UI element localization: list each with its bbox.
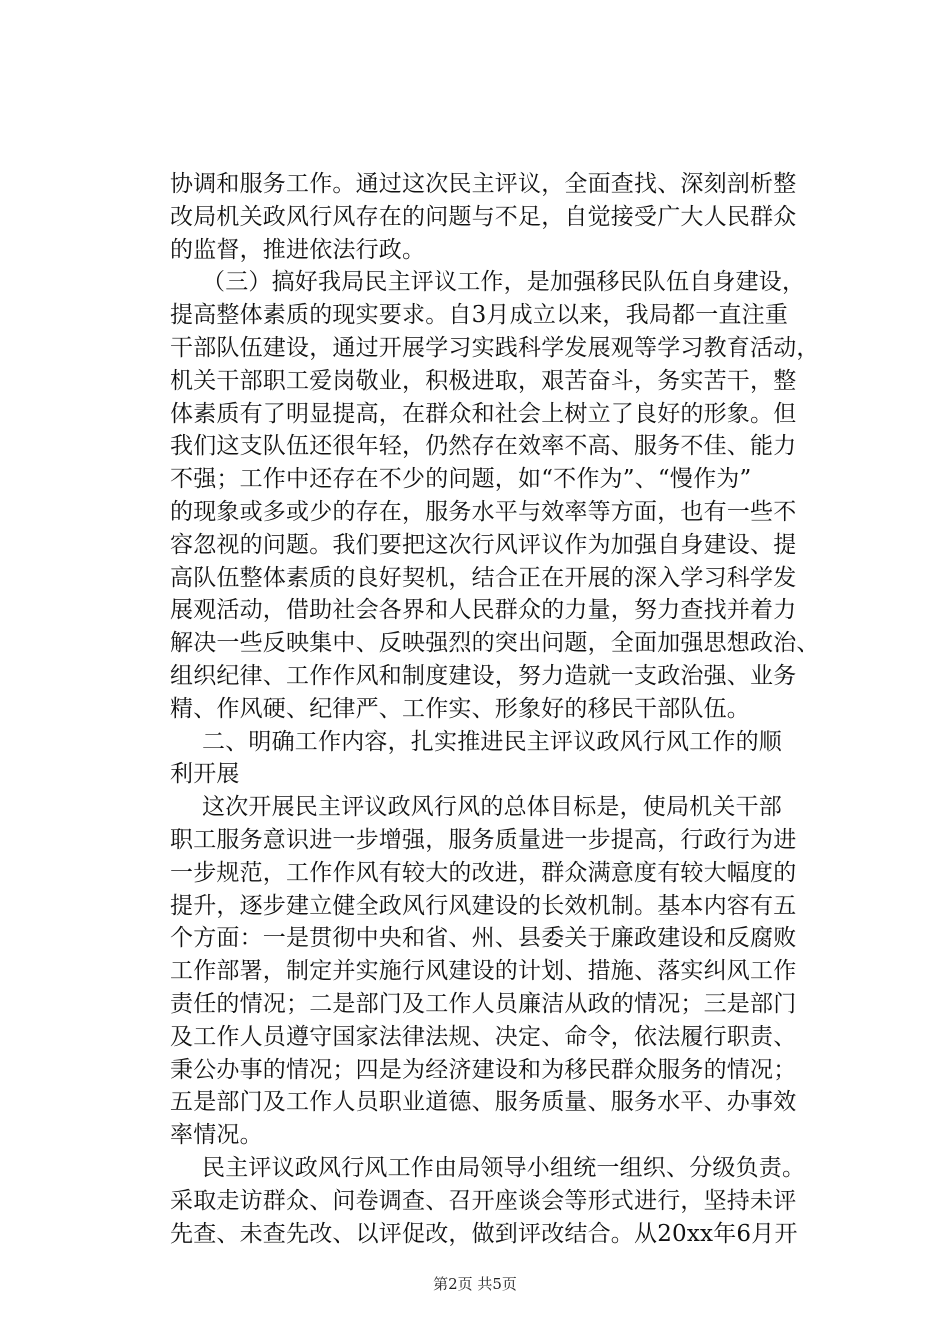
text-line: 五是部门及工作人员职业道德、服务质量、服务水平、办事效: [170, 1089, 797, 1116]
text-line: 先查、未查先改、以评促改，做到评改结合。从20xx年6月开: [170, 1220, 798, 1247]
text-line: 解决一些反映集中、反映强烈的突出问题，全面加强思想政治、: [170, 630, 820, 657]
text-line: 这次开展民主评议政风行风的总体目标是，使局机关干部: [202, 794, 782, 821]
text-line: 一步规范，工作作风有较大的改进，群众满意度有较大幅度的: [170, 859, 797, 886]
text-line: 工作部署，制定并实施行风建设的计划、措施、落实纠风工作: [170, 958, 797, 985]
page-number-label: 第2页 共5页: [433, 1275, 517, 1293]
text-line: 体素质有了明显提高，在群众和社会上树立了良好的形象。但: [170, 400, 797, 427]
text-line: 率情况。: [170, 1122, 263, 1149]
text-line: 及工作人员遵守国家法律法规、决定、命令，依法履行职责、: [170, 1023, 797, 1050]
text-line: 秉公办事的情况；四是为经济建设和为移民群众服务的情况；: [170, 1056, 797, 1083]
text-line: 协调和服务工作。通过这次民主评议，全面查找、深刻剖析整: [170, 171, 797, 197]
page-footer: [0, 1273, 950, 1294]
document-body: [170, 168, 858, 1250]
text-line: 容忽视的问题。我们要把这次行风评议作为加强自身建设、提: [170, 531, 797, 558]
text-line: 精、作风硬、纪律严、工作实、形象好的移民干部队伍。: [170, 695, 750, 722]
text-line: 责任的情况；二是部门及工作人员廉洁从政的情况；三是部门: [170, 990, 797, 1017]
text-line: 干部队伍建设，通过开展学习实践科学发展观等学习教育活动，: [170, 334, 820, 361]
text-line: 提高整体素质的现实要求。自3月成立以来，我局都一直注重: [170, 302, 789, 329]
text-line: 的监督，推进依法行政。: [170, 236, 426, 263]
text-line: 的现象或多或少的存在，服务水平与效率等方面，也有一些不: [170, 498, 797, 525]
section-heading-continued: 利开展: [170, 761, 240, 788]
text-line: 机关干部职工爱岗敬业，积极进取，艰苦奋斗，务实苦干，整: [170, 367, 797, 394]
text-line: 我们这支队伍还很年轻，仍然存在效率不高、服务不佳、能力: [170, 433, 797, 460]
text-line: 采取走访群众、问卷调查、召开座谈会等形式进行，坚持未评: [170, 1187, 797, 1214]
text-line: 组织纪律、工作作风和制度建设，努力造就一支政治强、业务: [170, 662, 797, 689]
text-line: 民主评议政风行风工作由局领导小组统一组织、分级负责。: [202, 1154, 806, 1181]
text-line: 不强；工作中还存在不少的问题，如“不作为”、“慢作为”: [170, 466, 752, 493]
text-line: 展观活动，借助社会各界和人民群众的力量，努力查找并着力: [170, 597, 797, 624]
text-line: 职工服务意识进一步增强，服务质量进一步提高，行政行为进: [170, 826, 797, 853]
text-line: 个方面：一是贯彻中央和省、州、县委关于廉政建设和反腐败: [170, 925, 797, 952]
text-line: （三）搞好我局民主评议工作，是加强移民队伍自身建设，: [202, 269, 806, 296]
text-line: 改局机关政风行风存在的问题与不足，自觉接受广大人民群众: [170, 203, 797, 230]
text-line: 高队伍整体素质的良好契机，结合正在开展的深入学习科学发: [170, 564, 797, 591]
section-heading: 二、明确工作内容，扎实推进民主评议政风行风工作的顺: [202, 728, 782, 755]
text-line: 提升，逐步建立健全政风行风建设的长效机制。基本内容有五: [170, 892, 797, 919]
